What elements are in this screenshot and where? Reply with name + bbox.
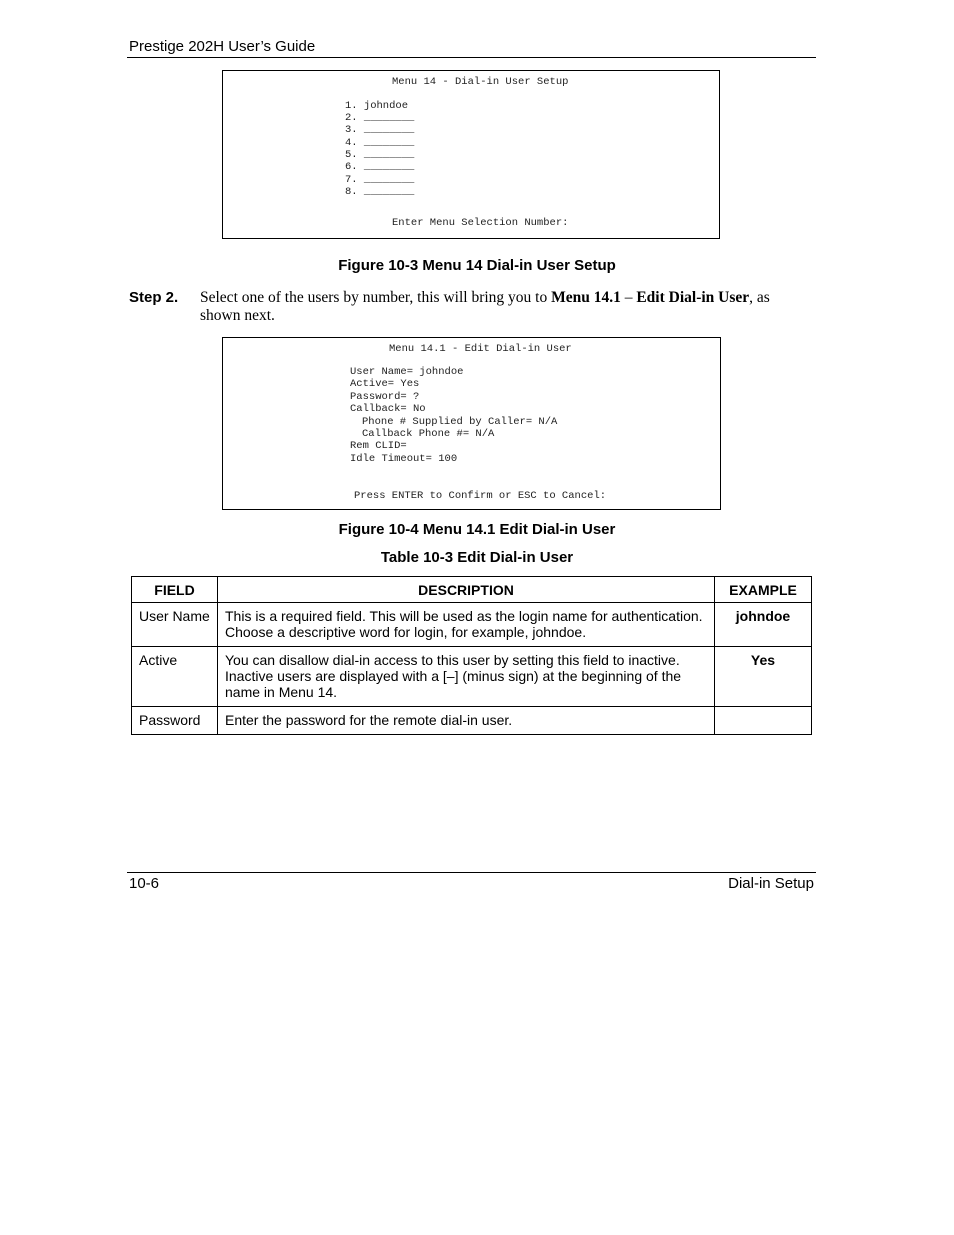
- column-header: DESCRIPTION: [218, 577, 715, 603]
- menu-14-1-screen: [222, 337, 721, 510]
- step-label: Step 2.: [129, 289, 179, 306]
- table-row: [132, 707, 812, 735]
- edit-dial-in-user-table: [131, 576, 812, 735]
- field-active: Active= Yes: [350, 378, 420, 390]
- field-phone-supplied: Phone # Supplied by Caller= N/A: [362, 416, 558, 428]
- user-entry: 6. ________: [345, 161, 415, 173]
- screen-title: Menu 14 - Dial-in User Setup: [392, 76, 569, 88]
- section-name: Dial-in Setup: [728, 875, 814, 892]
- example-cell: [715, 707, 812, 735]
- user-entry: 3. ________: [345, 124, 415, 136]
- user-entry: 8. ________: [345, 186, 415, 198]
- confirm-prompt: Press ENTER to Confirm or ESC to Cancel:: [354, 490, 607, 502]
- figure-caption: Figure 10-3 Menu 14 Dial-in User Setup: [338, 257, 616, 274]
- field-user-name: User Name= johndoe: [350, 366, 464, 378]
- field-rem-clid: Rem CLID=: [350, 440, 407, 452]
- step-text: [200, 289, 800, 325]
- figure-caption: Figure 10-4 Menu 14.1 Edit Dial-in User: [338, 521, 616, 538]
- screen-title: Menu 14.1 - Edit Dial-in User: [389, 343, 572, 355]
- menu-name: Edit Dial-in User: [636, 289, 750, 306]
- selection-prompt: Enter Menu Selection Number:: [392, 217, 569, 229]
- footer-rule: [127, 872, 816, 873]
- user-entry: 7. ________: [345, 174, 415, 186]
- user-entry: 2. ________: [345, 112, 415, 124]
- table-row: [132, 647, 812, 707]
- description-cell: You can disallow dial-in access to this user by setting this field to inactive. Inactive users are displayed with a [–] (minus sign) at the beginning of the name in Menu 14.: [218, 647, 715, 707]
- field-cell: Password: [132, 707, 218, 735]
- field-password: Password= ?: [350, 391, 420, 403]
- step-text-part: Select one of the users by number, this will bring you to: [200, 289, 552, 306]
- column-header: FIELD: [132, 577, 218, 603]
- description-cell: This is a required field. This will be used as the login name for authentication. Choose a descriptive word for login, for example, johndoe.: [218, 603, 715, 647]
- step-text-part: , as shown next.: [200, 289, 770, 324]
- menu-reference: Menu 14.1: [551, 289, 621, 306]
- description-cell: Enter the password for the remote dial-in user.: [218, 707, 715, 735]
- field-callback: Callback= No: [350, 403, 426, 415]
- example-cell: johndoe: [715, 603, 812, 647]
- table-caption: Table 10-3 Edit Dial-in User: [380, 549, 574, 566]
- menu-14-screen: [222, 70, 720, 239]
- user-entry: 5. ________: [345, 149, 415, 161]
- field-idle-timeout: Idle Timeout= 100: [350, 453, 458, 465]
- running-header: Prestige 202H User’s Guide: [129, 38, 316, 55]
- table-row: [132, 603, 812, 647]
- user-entry: 1. johndoe: [345, 100, 409, 112]
- field-cell: Active: [132, 647, 218, 707]
- step-text-part: –: [620, 289, 637, 306]
- column-header: EXAMPLE: [715, 577, 812, 603]
- table-header-row: [132, 577, 812, 603]
- user-entry: 4. ________: [345, 137, 415, 149]
- example-cell: Yes: [715, 647, 812, 707]
- field-cell: User Name: [132, 603, 218, 647]
- page-number: 10-6: [129, 875, 160, 892]
- header-rule: [127, 57, 816, 58]
- field-callback-phone: Callback Phone #= N/A: [362, 428, 495, 440]
